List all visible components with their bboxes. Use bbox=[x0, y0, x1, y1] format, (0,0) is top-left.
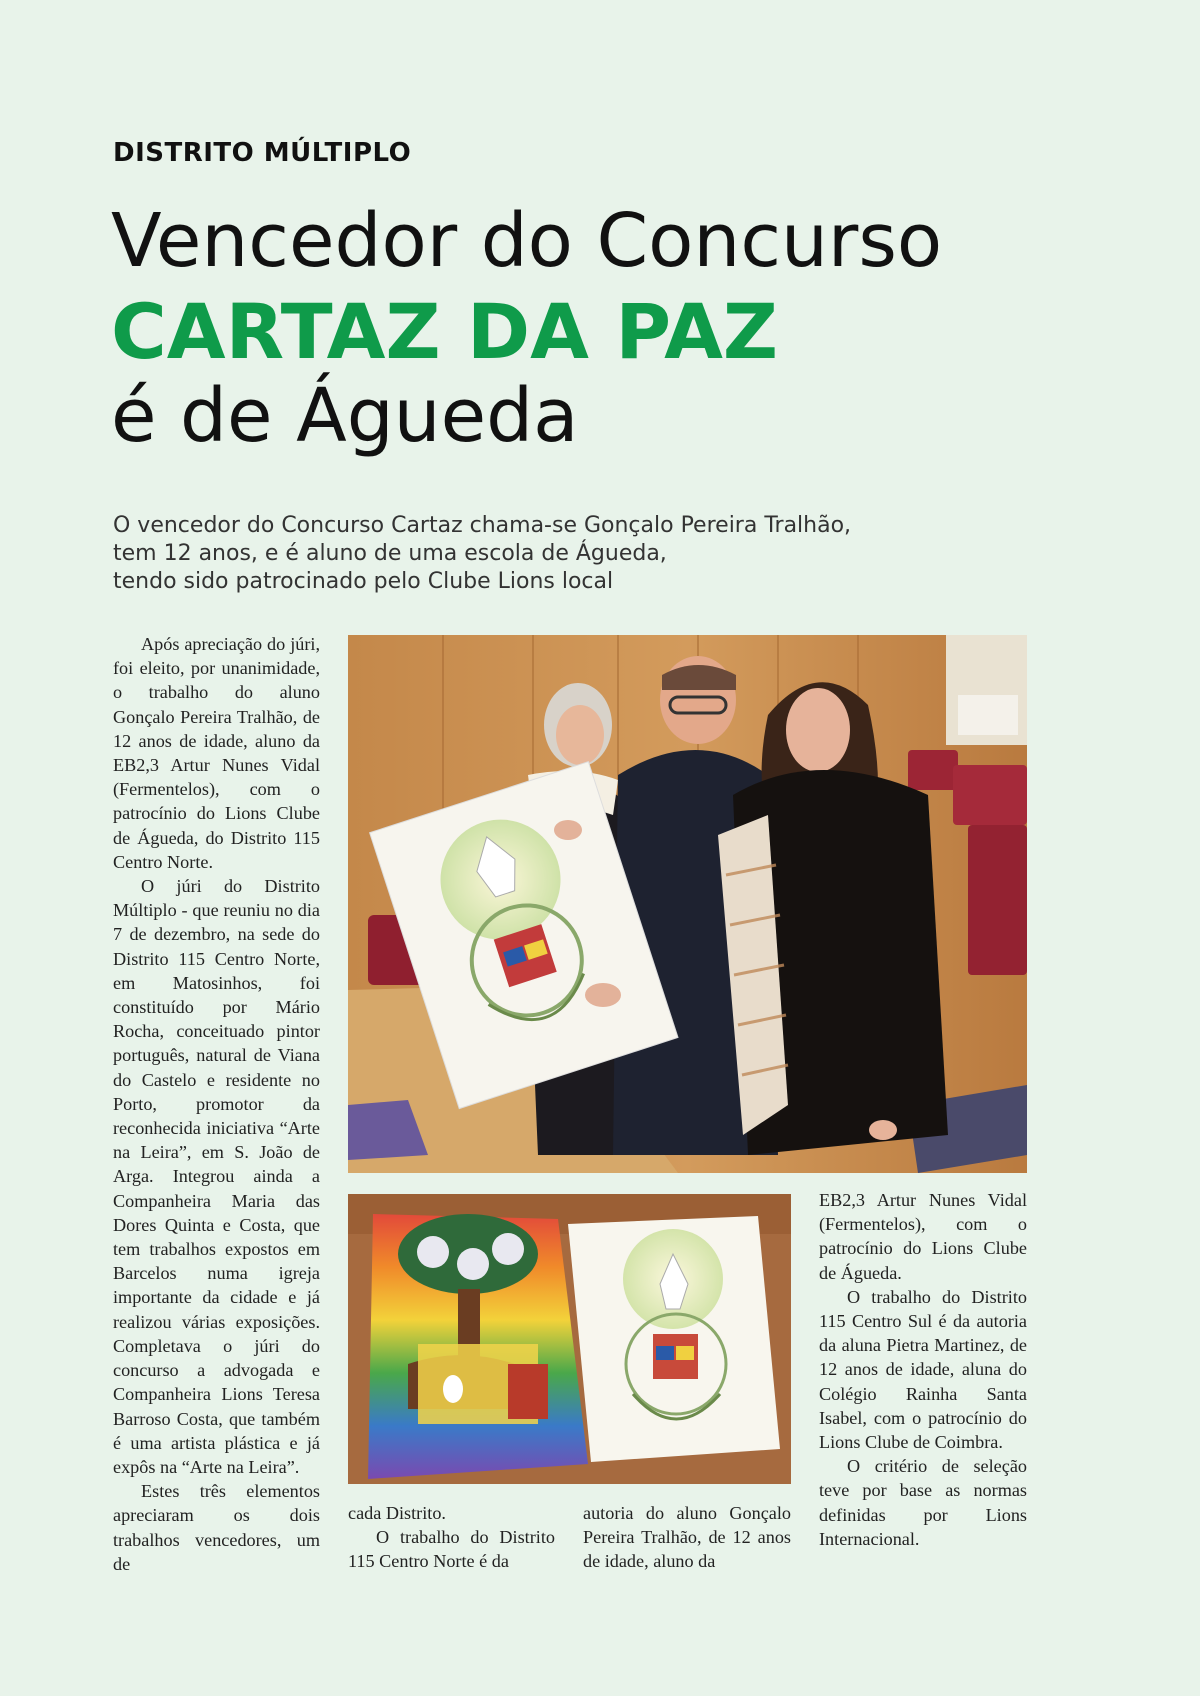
text-column-1 bbox=[113, 632, 320, 1576]
text-column-2 bbox=[348, 1501, 555, 1574]
headline-line-2: CARTAZ DA PAZ bbox=[111, 287, 779, 376]
lead-line-1: O vencedor do Concurso Cartaz chama-se Gonçalo Pereira Tralhão, bbox=[113, 513, 852, 538]
photo-two-winning-posters-illustration bbox=[348, 1194, 791, 1484]
body-paragraph: EB2,3 Artur Nunes Vidal (Fermentelos), com o patrocínio do Lions Clube de Águeda. bbox=[819, 1190, 1027, 1283]
body-paragraph: cada Distrito. bbox=[348, 1503, 446, 1523]
text-column-3 bbox=[583, 1501, 791, 1574]
body-paragraph: O júri do Distrito Múltiplo - que reuniu no dia 7 de dezembro, na sede do Distrito 115 Centro Norte, em Matosinhos, foi constituído por Mário Rocha, conceituado pintor português, natural de Viana do Castelo e residente no Porto, promotor da reconhecida iniciativa “Arte na Leira”, em S. João de Arga. Integrou ainda a Companheira Maria das Dores Quinta e Costa, que tem trabalhos expostos em Barcelos numa igreja importante da cidade e já realizou várias exposições. Completava o júri do concurso a advogada e Companheira Lions Teresa Barroso Costa, que também é uma artista plástica e já expôs na “Arte na Leira”. bbox=[113, 876, 320, 1477]
photo-jury-with-poster bbox=[348, 635, 1027, 1173]
headline-line-3: é de Águeda bbox=[111, 373, 579, 459]
lead-paragraph bbox=[113, 512, 873, 596]
body-paragraph: Estes três elementos apreciaram os dois trabalhos vencedores, um de bbox=[113, 1481, 320, 1574]
body-paragraph: O critério de seleção teve por base as normas definidas por Lions Internacional. bbox=[819, 1456, 1027, 1549]
body-paragraph: Após apreciação do júri, foi eleito, por unanimidade, o trabalho do aluno Gonçalo Pereira Tralhão, de 12 anos de idade, aluno da EB2,3 Artur Nunes Vidal (Fermentelos), com o patrocínio do Lions Clube de Águeda, do Distrito 115 Centro Norte. bbox=[113, 634, 320, 872]
photo-two-winning-posters bbox=[348, 1194, 791, 1484]
lead-line-3: tendo sido patrocinado pelo Clube Lions local bbox=[113, 569, 614, 594]
body-paragraph: autoria do aluno Gonçalo Pereira Tralhão, de 12 anos de idade, aluno da bbox=[583, 1503, 791, 1572]
body-paragraph: O trabalho do Distrito 115 Centro Norte é da bbox=[348, 1527, 555, 1572]
photo-jury-with-poster-illustration bbox=[348, 635, 1027, 1173]
headline-line-1: Vencedor do Concurso bbox=[111, 198, 943, 284]
lead-line-2: tem 12 anos, e é aluno de uma escola de Águeda, bbox=[113, 541, 667, 566]
section-label: DISTRITO MÚLTIPLO bbox=[113, 138, 412, 168]
body-paragraph: O trabalho do Distrito 115 Centro Sul é da autoria da aluna Pietra Martinez, de 12 anos de idade, aluna do Colégio Rainha Santa Isabel, com o patrocínio do Lions Clube de Coimbra. bbox=[819, 1286, 1027, 1453]
text-column-4 bbox=[819, 1188, 1027, 1551]
